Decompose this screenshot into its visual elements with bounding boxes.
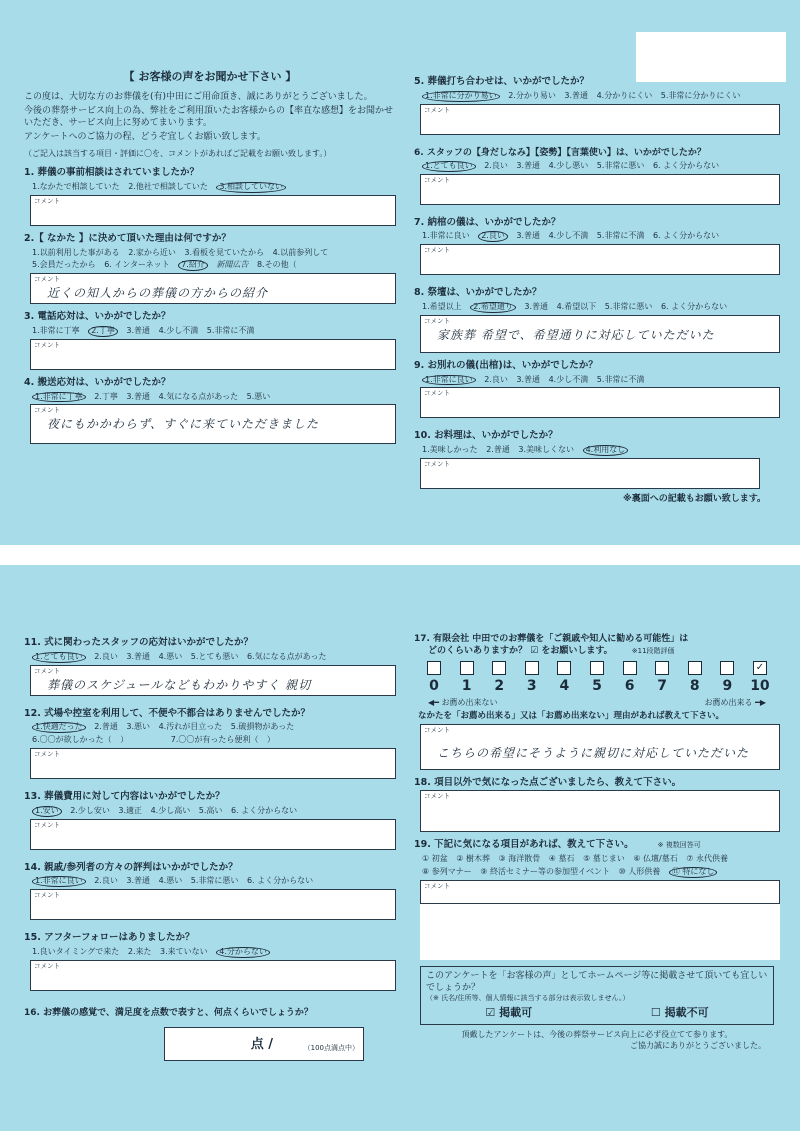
publish-options <box>426 1006 768 1021</box>
q10-title: 10. お料理は、いかがでしたか？ <box>414 430 558 442</box>
left-column-front <box>24 70 396 444</box>
q19-option[interactable]: ⑩ 人形供養 <box>618 866 661 876</box>
q6-option[interactable]: 2.良い <box>484 160 508 170</box>
scale-checkbox[interactable] <box>525 661 539 675</box>
q5-comment-box[interactable] <box>420 104 780 135</box>
publish-question: このアンケートを「お客様の声」としてホームページ等に掲載させて頂いても宜しいでしょうか？ <box>426 970 768 993</box>
q14-option[interactable]: 4.悪い <box>158 876 183 886</box>
q13-option[interactable]: 5.高い <box>198 805 223 815</box>
q7-option[interactable]: 6. よく分からない <box>652 231 720 241</box>
q5-option[interactable]: 2.分かり易い <box>508 90 556 100</box>
redaction-box <box>636 32 786 82</box>
scale-number: 8 <box>689 678 700 695</box>
publish-allow-checkbox[interactable]: ☑ 掲載可 <box>485 1006 533 1020</box>
question-13 <box>24 791 396 850</box>
publish-deny-checkbox[interactable]: ☐ 掲載不可 <box>650 1006 709 1020</box>
q13-title: 13. 葬儀費用に対して内容はいかがでしたか？ <box>24 791 225 803</box>
comment-label: コメント <box>34 961 60 970</box>
q12-options-line1 <box>32 722 396 733</box>
q12-option[interactable]: 7.〇〇が有ったら便利（ <box>170 735 259 745</box>
q9-option[interactable]: 3.普通 <box>516 374 541 384</box>
q7-option-selected[interactable]: 2.良い <box>478 231 508 242</box>
q19-option-selected[interactable]: ⑪ 特になし <box>669 867 718 878</box>
q6-comment-box[interactable] <box>420 174 780 205</box>
q6-option[interactable]: 4.少し悪い <box>548 160 589 170</box>
q16-title: 16. お葬儀の感覚で、満足度を点数で表すと、何点くらいでしょうか？ <box>24 1007 313 1018</box>
q4-option[interactable]: 2.丁寧 <box>94 391 118 401</box>
q14-option[interactable]: 2.良い <box>94 876 118 886</box>
arrow-left-icon: ◀━ <box>428 698 442 708</box>
q8-option[interactable]: 4.希望以下 <box>556 301 597 311</box>
q2-option[interactable]: 8.その他（ <box>256 260 297 270</box>
q4-option[interactable]: 5.悪い <box>246 391 271 401</box>
comment-label: コメント <box>424 389 450 398</box>
scale-number: 3 <box>526 678 537 695</box>
survey-title: 【 お客様の声をお聞かせ下さい 】 <box>123 70 297 83</box>
q11-option-selected[interactable]: 1.とても良い <box>32 652 86 663</box>
q7-option[interactable]: 4.少し不満 <box>548 231 589 241</box>
scale-number: 0 <box>429 678 439 695</box>
q9-title: 9. お別れの儀(出棺)は、いかがでしたか？ <box>414 359 598 371</box>
scale-checkbox[interactable] <box>492 661 506 675</box>
comment-label: コメント <box>34 406 60 415</box>
q12-comment-box[interactable] <box>30 748 396 779</box>
q19-option[interactable]: ③ 海洋散骨 <box>498 854 541 864</box>
q7-comment-box[interactable] <box>420 244 780 275</box>
question-15 <box>24 932 396 991</box>
q13-comment-box[interactable] <box>30 819 396 850</box>
scale-checkbox[interactable] <box>655 661 669 675</box>
q13-option-selected[interactable]: 1.安い <box>32 806 62 817</box>
q16-points-label <box>251 1036 273 1054</box>
scale-number: 5 <box>592 678 602 695</box>
q6-option[interactable]: 6. よく分からない <box>652 160 720 170</box>
back-page-note: ※裏面への記載もお願い致します。 <box>622 493 766 504</box>
q19-option[interactable]: ⑥ 仏壇/墓石 <box>633 854 678 864</box>
q12-option[interactable]: 5.破損物があった <box>230 722 295 732</box>
q11-option[interactable]: 5.とても悪い <box>190 651 239 661</box>
q15-options <box>32 947 396 958</box>
q11-comment-box[interactable] <box>30 665 396 696</box>
scale-item-6[interactable] <box>620 661 640 696</box>
scale-item-1[interactable] <box>457 661 477 696</box>
q17-left-text: お薦め出来ない <box>441 698 498 708</box>
scale-number: 10 <box>750 678 770 695</box>
q8-option[interactable]: 6. よく分からない <box>660 301 728 311</box>
comment-label: コメント <box>424 175 450 184</box>
q17-scale-note: ※11段階評価 <box>631 647 675 656</box>
q19-option[interactable]: ⑧ 参列マナー <box>422 866 472 876</box>
q2-comment-text: 近くの知人からの葬儀の方からの紹介 <box>47 286 269 301</box>
q13-option[interactable]: 6. よく分からない <box>230 805 298 815</box>
footer-line2: ご協力誠にありがとうございました。 <box>630 1041 766 1051</box>
scale-checkbox-checked[interactable]: ✓ <box>753 661 767 675</box>
comment-label: コメント <box>424 105 450 114</box>
question-2 <box>24 233 396 304</box>
q17-check-hint: をお願いします。 <box>541 646 613 657</box>
q19-options-line2 <box>422 867 780 878</box>
q3-option-selected[interactable]: 2.丁寧 <box>88 326 118 337</box>
scale-checkbox[interactable] <box>720 661 734 675</box>
q16-score-box[interactable] <box>164 1027 364 1061</box>
q1-option[interactable]: 2.他社で相談していた <box>128 182 208 192</box>
question-16 <box>24 1007 396 1061</box>
q9-option[interactable]: 5.非常に不満 <box>596 374 645 384</box>
q11-title: 11. 式に関わったスタッフの応対はいかがでしたか？ <box>24 637 254 648</box>
q2-option[interactable]: 4.以前参列して <box>272 247 329 257</box>
q7-option[interactable]: 3.普通 <box>516 231 541 241</box>
q19-option[interactable]: ⑤ 墓じまい <box>583 854 625 864</box>
q11-comment-text: 葬儀のスケジュールなどもわかりやすく 親切 <box>47 677 312 692</box>
comment-label: コメント <box>34 891 60 900</box>
q17-right-text: お薦め出来る <box>704 698 753 708</box>
q8-title: 8. 祭壇は、いかがでしたか？ <box>414 287 542 299</box>
question-6 <box>414 147 780 205</box>
q19-option[interactable]: ② 樹木葬 <box>456 854 490 864</box>
question-9 <box>414 360 780 419</box>
redaction-box <box>420 904 780 960</box>
right-column-back <box>414 633 780 1052</box>
q9-option[interactable]: 4.少し不満 <box>548 374 589 384</box>
scale-checkbox[interactable] <box>427 661 441 675</box>
q6-option[interactable]: 5.非常に悪い <box>596 160 645 170</box>
comment-label: コメント <box>34 820 60 829</box>
q19-option[interactable]: ⑨ 終活セミナー等の参加型イベント <box>480 866 610 876</box>
scale-number: 7 <box>657 678 668 695</box>
scale-number: 6 <box>624 678 635 695</box>
comment-label: コメント <box>424 246 450 255</box>
q13-option[interactable]: 4.少し高い <box>150 805 191 815</box>
comment-label: コメント <box>34 275 60 284</box>
q10-option[interactable]: 3.美味しくない <box>518 445 575 455</box>
q12-option-selected[interactable]: 1.快適だった <box>32 722 86 733</box>
q15-option[interactable]: 1.良いタイミングで来た <box>32 947 120 957</box>
q17-comment-text: こちらの希望にそうように親切に対応していただいた <box>437 746 750 761</box>
comment-label: コメント <box>424 881 450 890</box>
scale-number: 9 <box>722 678 733 695</box>
q2-option[interactable]: 2.家から近い <box>128 247 176 257</box>
q6-options <box>422 161 780 172</box>
q2-handwritten-note: 新聞広告 <box>216 260 249 270</box>
q6-title: 6. スタッフの【身だしなみ】【姿勢】【言葉使い】は、いかがでしたか？ <box>414 147 706 158</box>
q12-option[interactable]: 6.〇〇が欲しかった（ <box>32 735 112 745</box>
q19-note: ※ 複数回答可 <box>657 841 701 850</box>
publish-consent-box <box>420 966 774 1026</box>
q2-option-selected[interactable]: 7.紹介 <box>178 260 208 271</box>
q12-options-line2 <box>32 735 396 746</box>
comment-label: コメント <box>34 340 60 349</box>
q18-title: 18. 項目以外で気になった点ございましたら、教えて下さい。 <box>414 777 682 789</box>
q4-comment-box[interactable] <box>30 404 396 444</box>
intro-purpose: 今後の葬祭サービス向上の為、弊社をご利用頂いたお客様からの【率直な感想】をお聞かせいただき、サービス向上に努めてまいります。 <box>24 105 394 129</box>
q12-option[interactable]: 4.汚れが目立った <box>158 722 223 732</box>
q4-option[interactable]: 4.気になる点があった <box>158 391 239 401</box>
q19-title: 19. 下記に気になる項目があれば、教えて下さい。 <box>414 839 634 851</box>
q5-option-selected[interactable]: 1.非常に分かり易い <box>422 91 500 102</box>
question-17 <box>414 633 780 770</box>
q3-options <box>32 326 396 337</box>
q2-title: 2.【 なかた 】に決めて頂いた理由は何ですか？ <box>24 232 231 244</box>
q12-option[interactable]: 3.悪い <box>126 722 151 732</box>
q7-option[interactable]: 1.非常に良い <box>422 231 470 241</box>
q14-options <box>32 876 396 887</box>
q15-option[interactable]: 3.来ていない <box>160 947 208 957</box>
scale-number: 2 <box>494 678 505 695</box>
q9-option[interactable]: 2.良い <box>484 374 508 384</box>
q17-scale-labels <box>428 698 766 709</box>
q4-option[interactable]: 3.普通 <box>126 391 151 401</box>
q16-slash: / <box>268 1037 273 1053</box>
q7-title: 7. 納棺の儀は、いかがでしたか？ <box>414 216 561 228</box>
q5-option[interactable]: 3.普通 <box>564 90 589 100</box>
q5-option[interactable]: 5.非常に分かりにくい <box>660 90 741 100</box>
q11-option[interactable]: 3.普通 <box>126 651 151 661</box>
scale-checkbox[interactable] <box>557 661 571 675</box>
q1-option[interactable]: 1.なかたで相談していた <box>32 182 120 192</box>
q19-option[interactable]: ① 初盆 <box>422 854 448 864</box>
q17-right-label <box>704 698 766 709</box>
survey-sheet-front <box>0 0 800 545</box>
instructions: （ご記入は該当する項目・評価に〇を、コメントがあればご記載をお願い致します。） <box>24 149 332 159</box>
comment-label: コメント <box>424 726 450 735</box>
comment-label: コメント <box>424 459 450 468</box>
footer-line1: 頂戴したアンケートは、今後の葬祭サービス向上に必ず役立てて参ります。 <box>461 1030 733 1040</box>
q3-comment-box[interactable] <box>30 339 396 370</box>
q17-reason-prompt: なかたを「お薦め出来る」又は「お薦め出来ない」理由があれば教えて下さい。 <box>418 710 725 721</box>
q1-comment-box[interactable] <box>30 195 396 226</box>
scale-checkbox[interactable] <box>460 661 474 675</box>
q15-title: 15. アフターフォローはありましたか？ <box>24 932 195 944</box>
q9-options <box>422 375 780 386</box>
q2-comment-box[interactable] <box>30 273 396 304</box>
survey-sheet-back <box>0 565 800 1131</box>
q1-title: 1. 葬儀の事前相談はされていましたか？ <box>24 167 200 179</box>
q17-comment-box[interactable] <box>420 724 780 770</box>
q3-option[interactable]: 4.少し不満 <box>158 326 199 336</box>
q13-options <box>32 806 396 817</box>
q17-title: 17. 有限会社 中田でのお葬儀を「ご親戚や知人に勧める可能性」は <box>414 634 689 644</box>
scale-item-9[interactable] <box>717 661 737 696</box>
question-8 <box>414 287 780 353</box>
q1-option-selected[interactable]: 3.相談していない <box>216 182 286 193</box>
intro-request: アンケートへのご協力の程、どうぞ宜しくお願い致します。 <box>24 132 266 143</box>
q4-options <box>32 392 396 403</box>
q8-options <box>422 302 780 313</box>
question-3 <box>24 311 396 370</box>
scale-checkbox[interactable] <box>688 661 702 675</box>
q3-title: 3. 電話応対は、いかがでしたか？ <box>24 311 171 323</box>
question-7 <box>414 217 780 276</box>
question-18 <box>414 777 780 832</box>
q7-option[interactable]: 5.非常に不満 <box>596 231 645 241</box>
q9-comment-box[interactable] <box>420 387 780 418</box>
q10-comment-box[interactable] <box>420 458 760 489</box>
intro-thanks: この度は、大切な方のお葬儀を(有)中田にご用命頂き、誠にありがとうございました。 <box>24 91 373 102</box>
scale-number: 1 <box>461 678 472 695</box>
question-14 <box>24 862 396 921</box>
comment-label: コメント <box>424 316 450 325</box>
q12-option[interactable]: 2.普通 <box>94 722 118 732</box>
q11-options <box>32 652 396 663</box>
q11-option[interactable]: 4.悪い <box>158 651 183 661</box>
scale-item-5[interactable] <box>587 661 607 696</box>
q11-option[interactable]: 6.気になる点があった <box>246 651 327 661</box>
question-11 <box>24 637 396 696</box>
q19-comment-box[interactable] <box>420 880 780 904</box>
right-column-front <box>414 76 780 505</box>
q16-max-note: （100点満点中） <box>303 1043 359 1052</box>
question-1 <box>24 167 396 226</box>
q17-scale <box>424 661 770 696</box>
scale-item-3[interactable] <box>522 661 542 696</box>
q9-option-selected[interactable]: 1.非常に良い <box>422 375 476 386</box>
q8-option-selected[interactable]: 2.希望通り <box>470 302 516 313</box>
scale-item-2[interactable] <box>489 661 509 696</box>
q13-option[interactable]: 2.少し安い <box>70 805 110 815</box>
q8-comment-text: 家族葬 希望で、希望通りに対応していただいた <box>437 327 715 342</box>
q12-bracket: ） <box>120 735 129 745</box>
q3-option[interactable]: 3.普通 <box>126 326 151 336</box>
comment-label: コメント <box>34 666 60 675</box>
q15-option[interactable]: 2.来た <box>127 947 152 957</box>
q14-title: 14. 親戚/参列者の方々の評判はいかがでしたか？ <box>24 861 238 873</box>
q1-options <box>32 182 396 193</box>
q2-option[interactable]: 6. インターネット <box>104 260 170 270</box>
q14-option[interactable]: 3.普通 <box>126 876 151 886</box>
q11-option[interactable]: 2.良い <box>94 651 118 661</box>
q19-option[interactable]: ⑦ 永代供養 <box>686 854 729 864</box>
q8-option[interactable]: 5.非常に悪い <box>604 301 653 311</box>
scale-item-8[interactable] <box>685 661 705 696</box>
q6-option-selected[interactable]: 1.とても良い <box>422 161 476 172</box>
q12-bracket: ） <box>266 735 275 745</box>
scale-item-7[interactable] <box>652 661 672 696</box>
q15-comment-box[interactable] <box>30 960 396 991</box>
q15-option-selected[interactable]: 4.分からない <box>216 947 270 958</box>
q5-title: 5. 葬儀打ち合わせは、いかがでしたか？ <box>414 76 590 87</box>
scale-checkbox[interactable] <box>623 661 637 675</box>
q3-option[interactable]: 5.非常に不満 <box>206 326 255 336</box>
q19-options-line1 <box>422 854 780 865</box>
q4-comment-text: 夜にもかかわらず、すぐに来ていただきました <box>47 417 320 432</box>
q10-option-selected[interactable]: 4.利用なし <box>583 445 629 456</box>
q6-option[interactable]: 3.普通 <box>516 160 541 170</box>
question-10 <box>414 430 780 505</box>
q18-comment-box[interactable] <box>420 790 780 832</box>
q16-unit: 点 <box>250 1037 264 1053</box>
q2-option[interactable]: 1.以前利用した事がある <box>32 247 120 257</box>
comment-label: コメント <box>34 196 60 205</box>
question-12 <box>24 708 396 779</box>
q17-left-label <box>428 698 498 709</box>
q14-option-selected[interactable]: 1.非常に良い <box>32 876 86 887</box>
q8-option[interactable]: 3.普通 <box>524 301 549 311</box>
q5-options <box>422 91 780 102</box>
scale-item-10[interactable] <box>750 661 770 696</box>
q19-heading <box>414 839 780 852</box>
q5-option[interactable]: 4.分かりにくい <box>596 90 653 100</box>
left-column-back <box>24 637 396 1061</box>
q17-subtitle: どのくらいありますか？ ☑ をお願いします。 ※11段階評価 <box>428 646 675 657</box>
comment-label: コメント <box>34 750 60 759</box>
q4-option-selected[interactable]: 1.非常に丁寧 <box>32 392 86 403</box>
q8-option[interactable]: 1.希望以上 <box>422 301 462 311</box>
scale-item-0[interactable] <box>424 661 444 696</box>
q2-options-line1 <box>32 248 396 259</box>
q14-comment-box[interactable] <box>30 889 396 920</box>
q14-option[interactable]: 6. よく分からない <box>246 876 314 886</box>
q13-option[interactable]: 3.適正 <box>118 805 143 815</box>
q2-option[interactable]: 5.会員だったから <box>32 260 96 270</box>
question-5 <box>414 76 780 135</box>
q10-options <box>422 445 780 456</box>
question-4 <box>24 377 396 445</box>
q2-option[interactable]: 3.看板を見ていたから <box>184 247 265 257</box>
q7-options <box>422 231 780 242</box>
scale-number: 4 <box>559 678 570 695</box>
question-19 <box>414 839 780 903</box>
q3-option[interactable]: 1.非常に丁寧 <box>32 326 80 336</box>
q2-options-line2 <box>32 260 396 271</box>
q10-option[interactable]: 2.普通 <box>486 445 510 455</box>
q17-title2: どのくらいありますか？ <box>428 646 528 657</box>
q10-option[interactable]: 1.美味しかった <box>422 445 478 455</box>
q14-option[interactable]: 5.非常に悪い <box>190 876 239 886</box>
comment-label: コメント <box>424 792 450 801</box>
publish-privacy-note: （※ 氏名/住所等、個人情報に該当する部分は表示致しません。） <box>426 993 630 1002</box>
q12-title: 12. 式場や控室を利用して、不便や不都合はありませんでしたか？ <box>24 707 310 719</box>
scale-item-4[interactable] <box>554 661 574 696</box>
q8-comment-box[interactable] <box>420 315 780 353</box>
q4-title: 4. 搬送応対は、いかがでしたか？ <box>24 376 171 388</box>
q19-option[interactable]: ④ 墓石 <box>548 854 575 864</box>
scale-checkbox[interactable] <box>590 661 604 675</box>
arrow-right-icon: ━▶ <box>752 698 766 708</box>
